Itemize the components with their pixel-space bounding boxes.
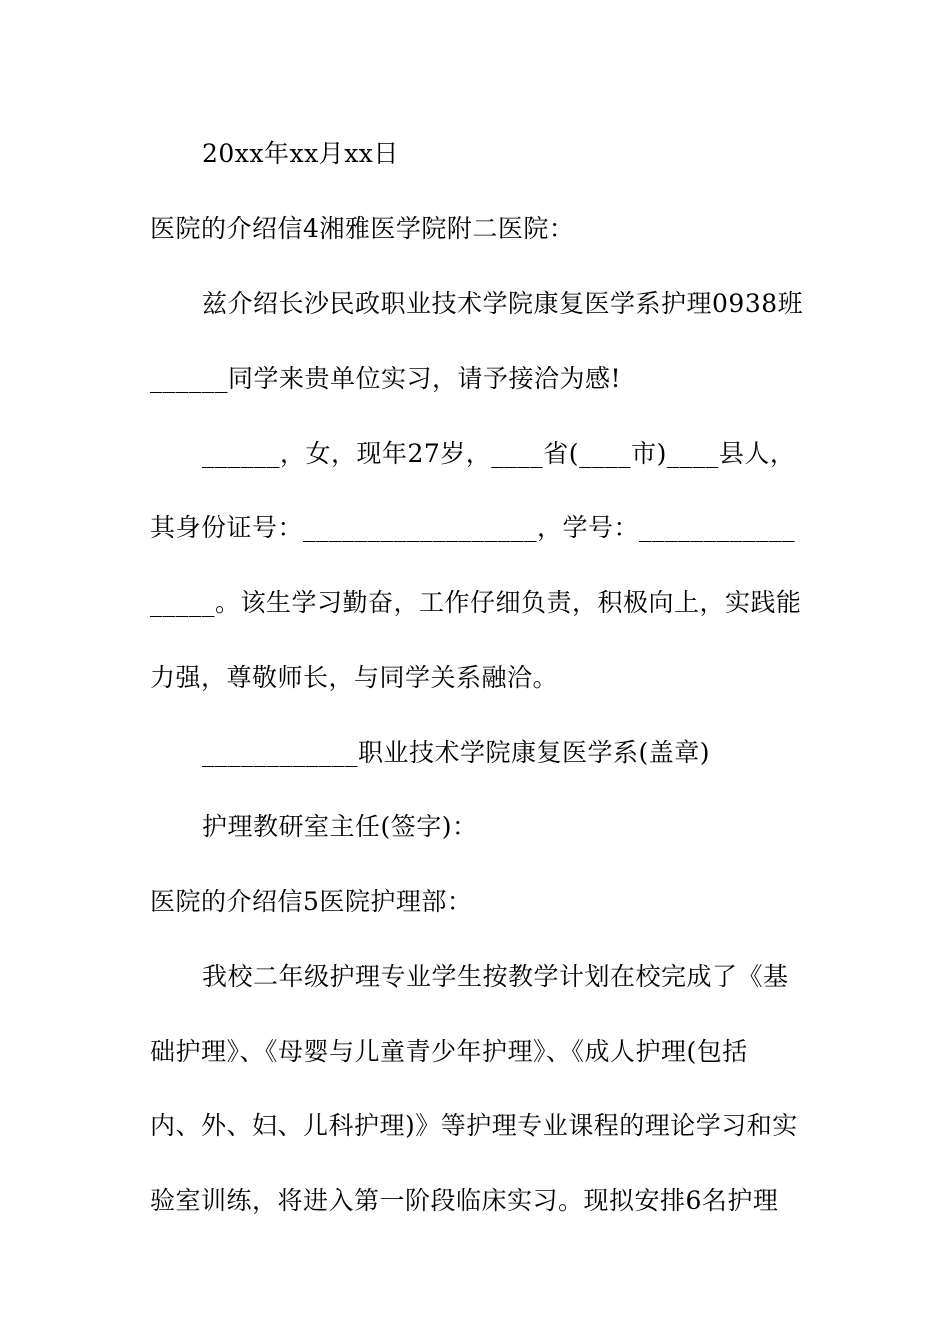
letter-date: 20xx年xx月xx日 (202, 139, 399, 168)
body-line: 础护理》、《母婴与儿童青少年护理》、《成人护理(包括 (150, 1037, 748, 1066)
letter-5-heading: 医院的介绍信5医院护理部： (150, 887, 473, 916)
body-line: 其身份证号：__________________，学号：____________ (150, 513, 796, 542)
body-line: 力强，尊敬师长，与同学关系融洽。 (150, 663, 559, 692)
body-line: ______同学来贵单位实习，请予接洽为感! (150, 364, 622, 393)
body-line: 兹介绍长沙民政职业技术学院康复医学系护理0938班 (202, 289, 804, 318)
school-seal-line: ____________职业技术学院康复医学系(盖章) (202, 738, 711, 767)
body-line: _____。该生学习勤奋，工作仔细负责，积极向上，实践能 (150, 588, 802, 617)
body-line: 验室训练，将进入第一阶段临床实习。现拟安排6名护理 (150, 1186, 779, 1215)
body-line: 内、外、妇、儿科护理)》等护理专业课程的理论学习和实 (150, 1111, 798, 1140)
body-line: ______，女，现年27岁，____省(____市)____县人， (202, 439, 796, 468)
letter-4-heading: 医院的介绍信4湘雅医学院附二医院： (150, 214, 575, 243)
body-line: 我校二年级护理专业学生按教学计划在校完成了《基 (202, 962, 789, 991)
signature-line: 护理教研室主任(签字)： (202, 812, 478, 841)
